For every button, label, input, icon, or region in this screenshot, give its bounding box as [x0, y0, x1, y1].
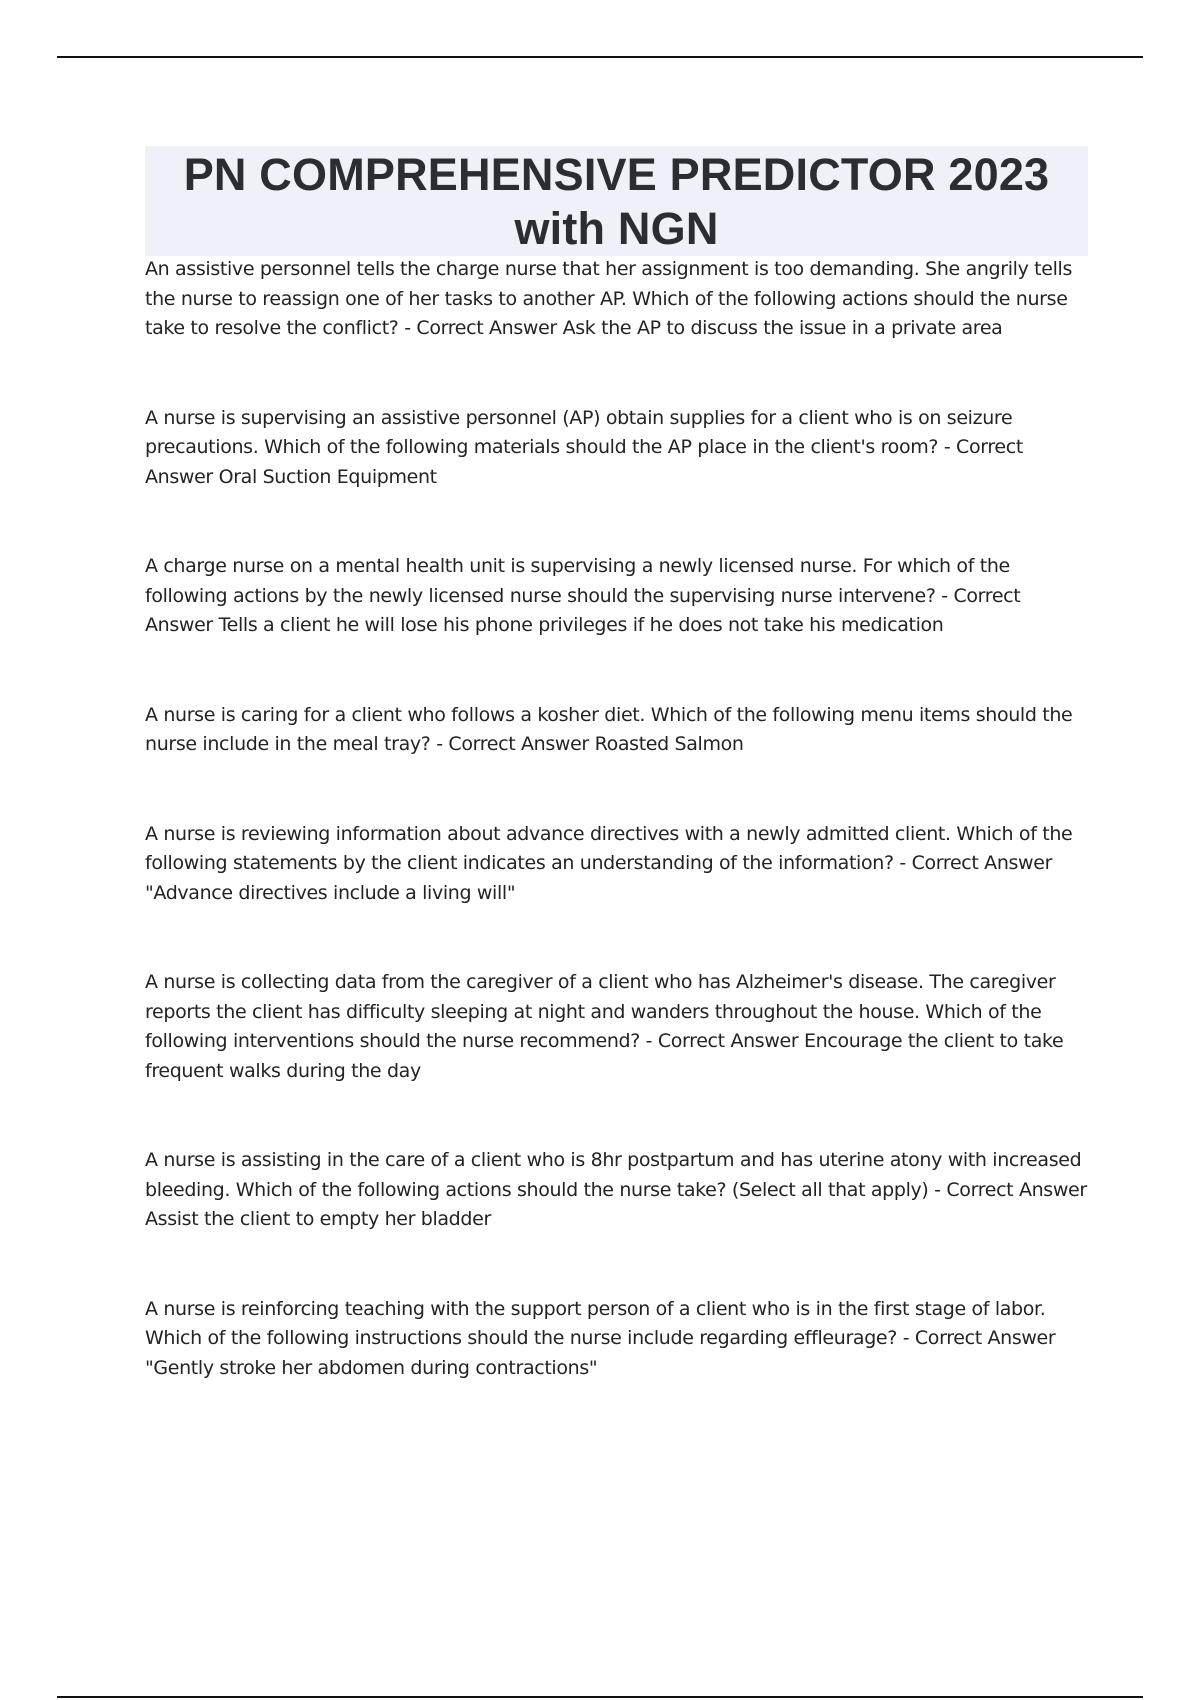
- answer-label: Correct Answer: [657, 1030, 799, 1052]
- answer-separator: -: [893, 852, 912, 874]
- answer-text: Oral Suction Equipment: [218, 465, 437, 488]
- answer-text: Tells a client he will lose his phone privileges if he does not take his medication: [218, 614, 944, 636]
- answer-text: Ask the AP to discuss the issue in a private area: [562, 317, 1003, 339]
- document-title-block: [145, 146, 1088, 256]
- answer-text: Assist the client to empty her bladder: [145, 1208, 491, 1230]
- answer-label: Correct Answer: [145, 436, 1023, 488]
- qa-item: [145, 820, 1090, 909]
- qa-item: [145, 1295, 1090, 1384]
- qa-list: [145, 255, 1090, 1443]
- answer-separator: -: [639, 1030, 658, 1052]
- question-text: A nurse is assisting in the care of a client who is 8hr postpartum and has uterine atony with increased bleeding. Which of the following actions should the nurse take? (Select all that apply): [145, 1149, 1082, 1201]
- answer-label: Correct Answer: [145, 584, 1021, 636]
- answer-text: "Advance directives include a living will": [145, 881, 516, 904]
- answer-text: Encourage the client to take frequent walks during the day: [145, 1030, 1064, 1082]
- answer-text: "Gently stroke her abdomen during contractions": [145, 1356, 598, 1379]
- document-title: PN COMPREHENSIVE PREDICTOR 2023 with NGN: [183, 149, 1050, 254]
- question-text: A charge nurse on a mental health unit is supervising a newly licensed nurse. For which of the following actions by the newly licensed nurse should the supervising nurse intervene?: [145, 555, 1010, 607]
- qa-item: [145, 255, 1090, 344]
- answer-label: Correct Answer: [911, 852, 1053, 874]
- answer-separator: -: [897, 1327, 915, 1349]
- answer-separator: -: [398, 317, 417, 339]
- answer-label: Correct Answer: [946, 1178, 1087, 1201]
- answer-label: Correct Answer: [416, 317, 557, 339]
- answer-label: Correct Answer: [914, 1327, 1056, 1349]
- qa-item: [145, 701, 1090, 760]
- question-text: A nurse is collecting data from the caregiver of a client who has Alzheimer's disease. The caregiver reports the client has difficulty sleeping at night and wanders throughout the house. Which of the following interventions should the nurse recommend?: [145, 971, 1056, 1052]
- answer-text: Roasted Salmon: [594, 733, 744, 755]
- question-text: An assistive personnel tells the charge nurse that her assignment is too demanding. She angrily tells the nurse to reassign one of her tasks to another AP. Which of the following actions should the nurse take to resolve the conflict?: [145, 258, 1073, 339]
- question-text: A nurse is supervising an assistive personnel (AP) obtain supplies for a client who is on seizure precautions. Which of the following materials should the AP place in the client's room?: [145, 406, 1013, 458]
- top-rule: [57, 56, 1143, 58]
- answer-separator: -: [935, 584, 954, 607]
- question-text: A nurse is reviewing information about advance directives with a newly admitted client. Which of the following statements by the client indicates an understanding of the information?: [145, 822, 1073, 874]
- bottom-rule: [57, 1696, 1143, 1698]
- qa-item: [145, 552, 1090, 641]
- answer-separator: -: [928, 1178, 947, 1201]
- qa-item: [145, 1146, 1090, 1235]
- answer-label: Correct Answer: [448, 733, 589, 755]
- question-text: A nurse is reinforcing teaching with the support person of a client who is in the first stage of labor. Which of the following instructions should the nurse include regarding effleurage?: [145, 1297, 1046, 1349]
- answer-separator: -: [938, 436, 957, 458]
- question-text: A nurse is caring for a client who follows a kosher diet. Which of the following menu items should the nurse include in the meal tray?: [145, 703, 1073, 755]
- answer-separator: -: [430, 733, 449, 755]
- qa-item: [145, 404, 1090, 493]
- qa-item: [145, 968, 1090, 1086]
